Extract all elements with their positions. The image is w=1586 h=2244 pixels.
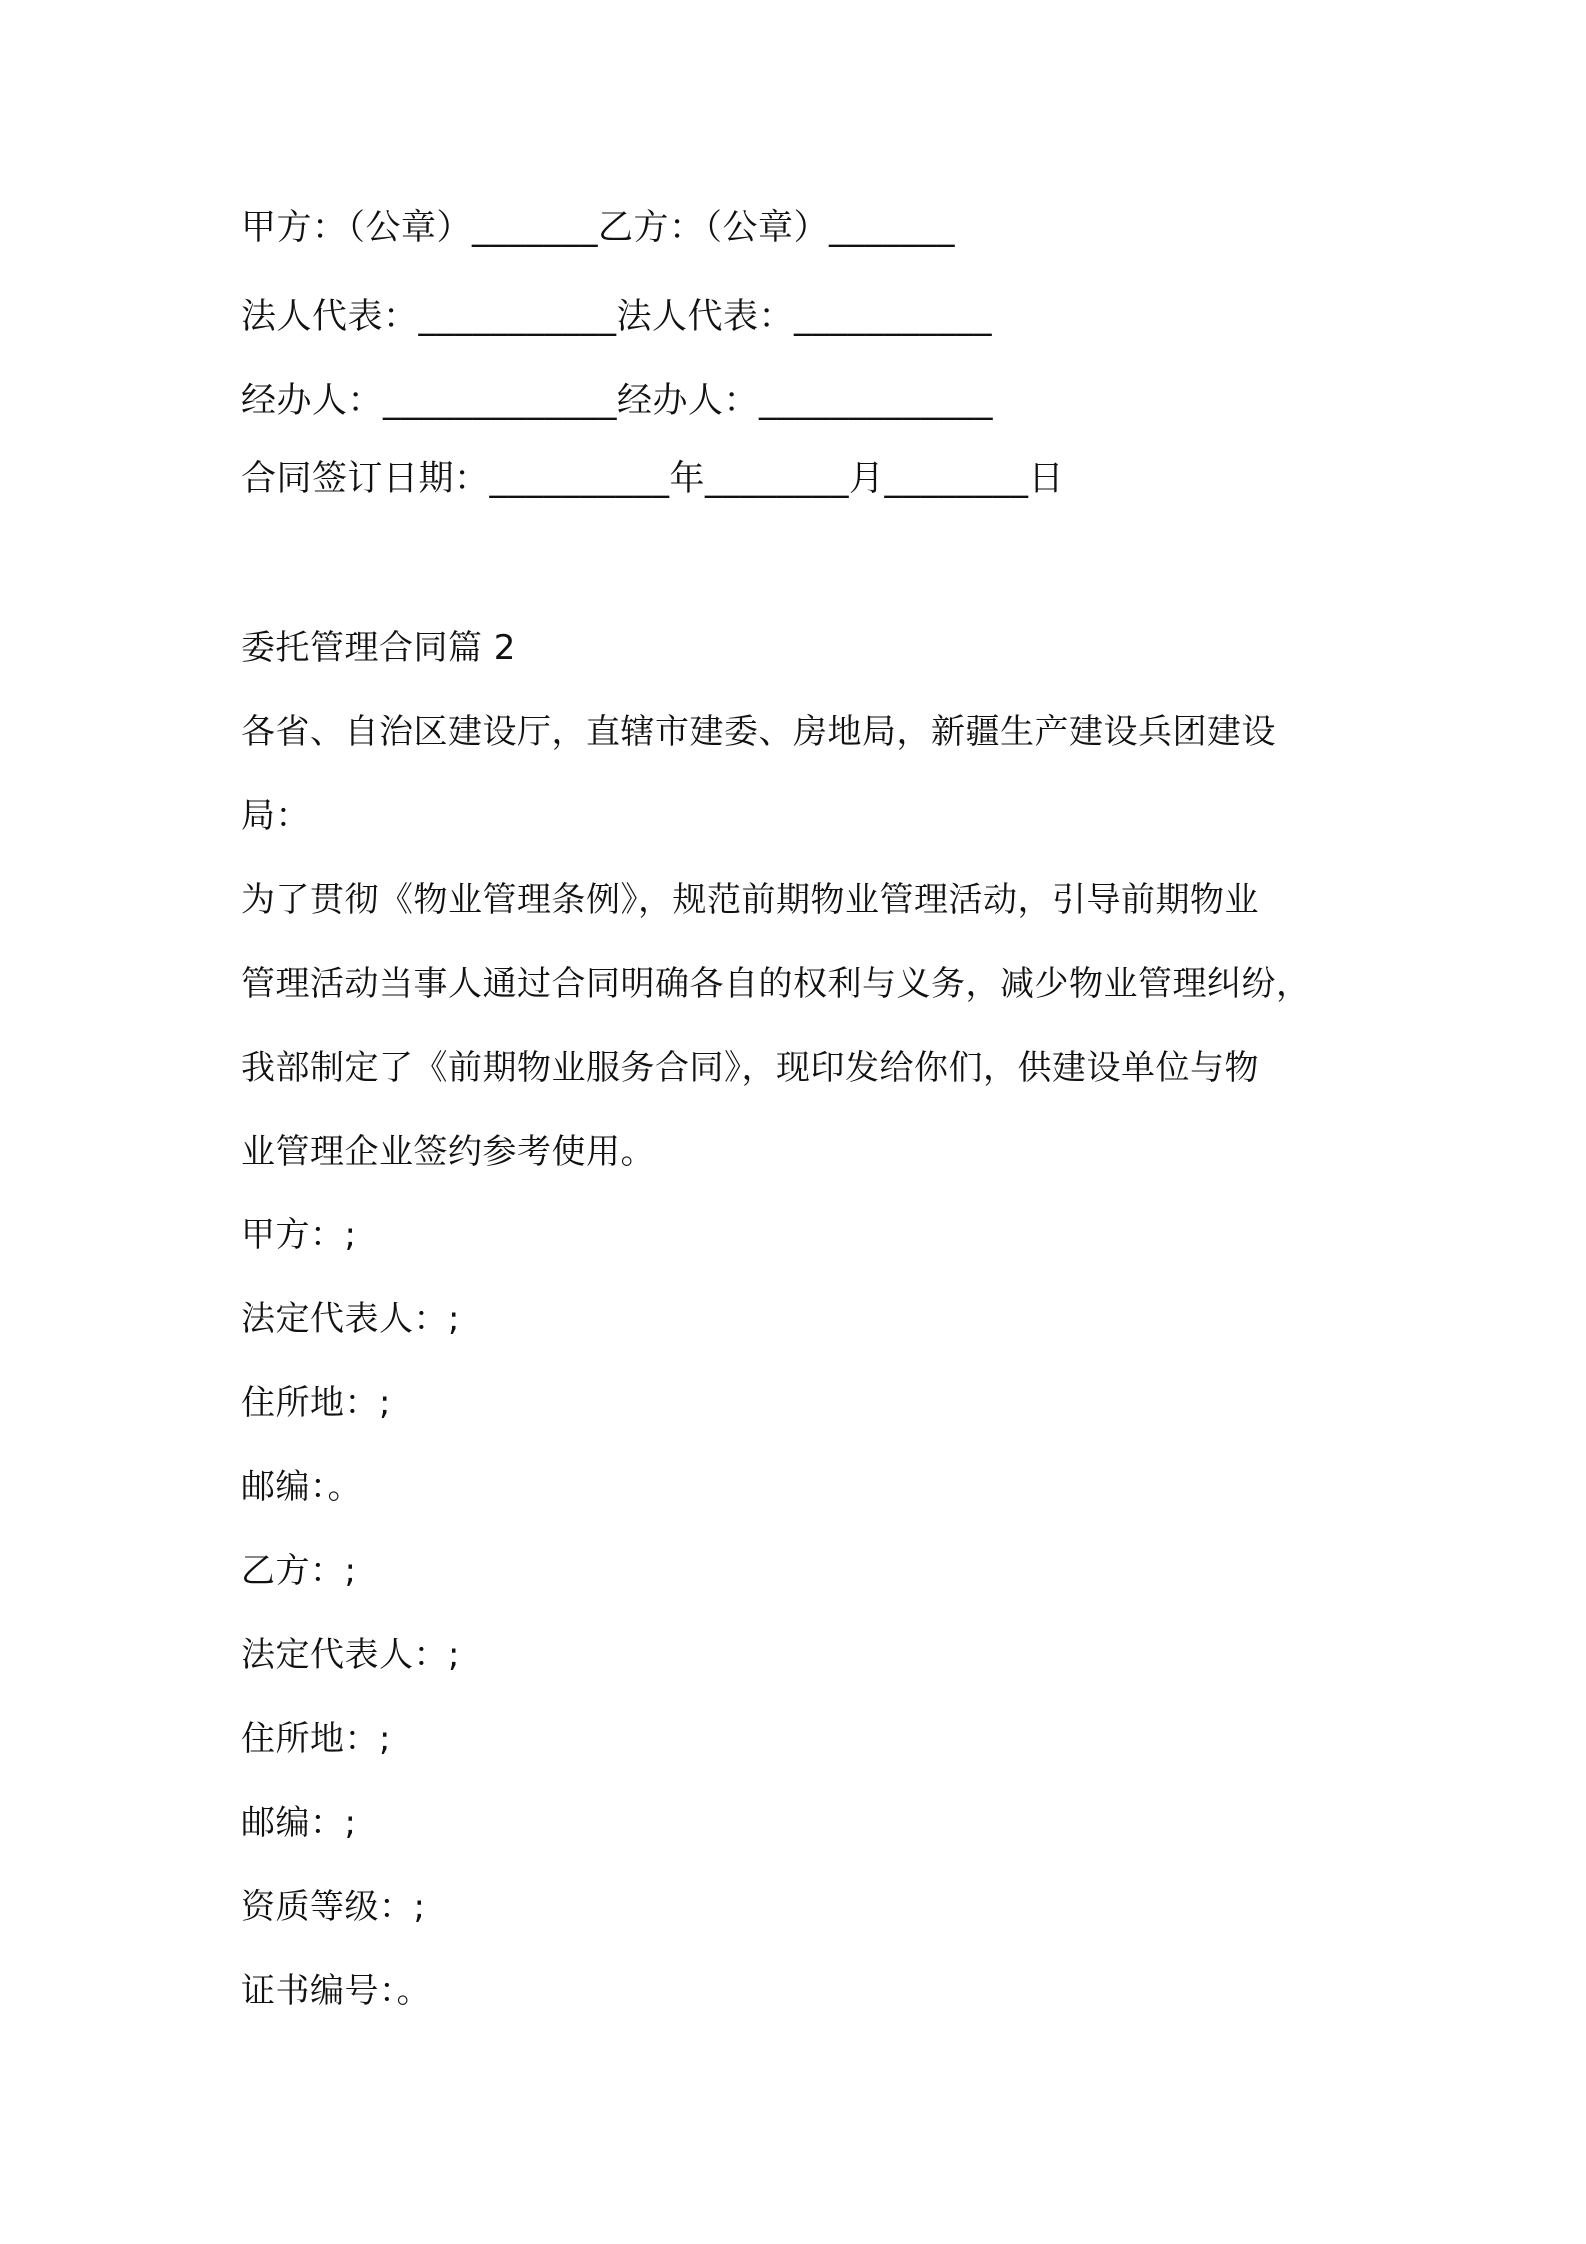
field-party-b: 乙方：;: [241, 1551, 357, 1591]
field-party-a-representative: 法定代表人：;: [241, 1299, 460, 1339]
paragraph-line: 局：: [241, 796, 310, 836]
paragraph-line: 各省、自治区建设厅，直辖市建委、房地局，新疆生产建设兵团建设: [241, 712, 1276, 752]
field-party-b-postcode: 邮编：;: [241, 1803, 357, 1843]
paragraph-line: 管理活动当事人通过合同明确各自的权利与义务，减少物业管理纠纷，: [241, 964, 1311, 1004]
field-certificate-number: 证书编号：。: [241, 1971, 431, 2011]
field-party-b-representative: 法定代表人：;: [241, 1635, 460, 1675]
field-party-a: 甲方：;: [241, 1215, 357, 1255]
section-title: 委托管理合同篇 2: [241, 628, 516, 668]
paragraph-line: 业管理企业签约参考使用。: [241, 1132, 655, 1172]
signature-party-line: 甲方：（公章）_______乙方：（公章）_______: [241, 208, 956, 248]
field-party-a-address: 住所地：;: [241, 1383, 391, 1423]
field-party-b-address: 住所地：;: [241, 1719, 391, 1759]
paragraph-line: 我部制定了《前期物业服务合同》，现印发给你们，供建设单位与物: [241, 1048, 1259, 1088]
signature-date-line: 合同签订日期：__________年________月________日: [241, 459, 1065, 499]
field-qualification-level: 资质等级：;: [241, 1887, 426, 1927]
signature-representative-line: 法人代表：___________法人代表：___________: [241, 297, 993, 337]
paragraph-line: 为了贯彻《物业管理条例》，规范前期物业管理活动，引导前期物业: [241, 880, 1259, 920]
signature-handler-line: 经办人：_____________经办人：_____________: [241, 381, 994, 421]
field-party-a-postcode: 邮编：。: [241, 1467, 362, 1507]
